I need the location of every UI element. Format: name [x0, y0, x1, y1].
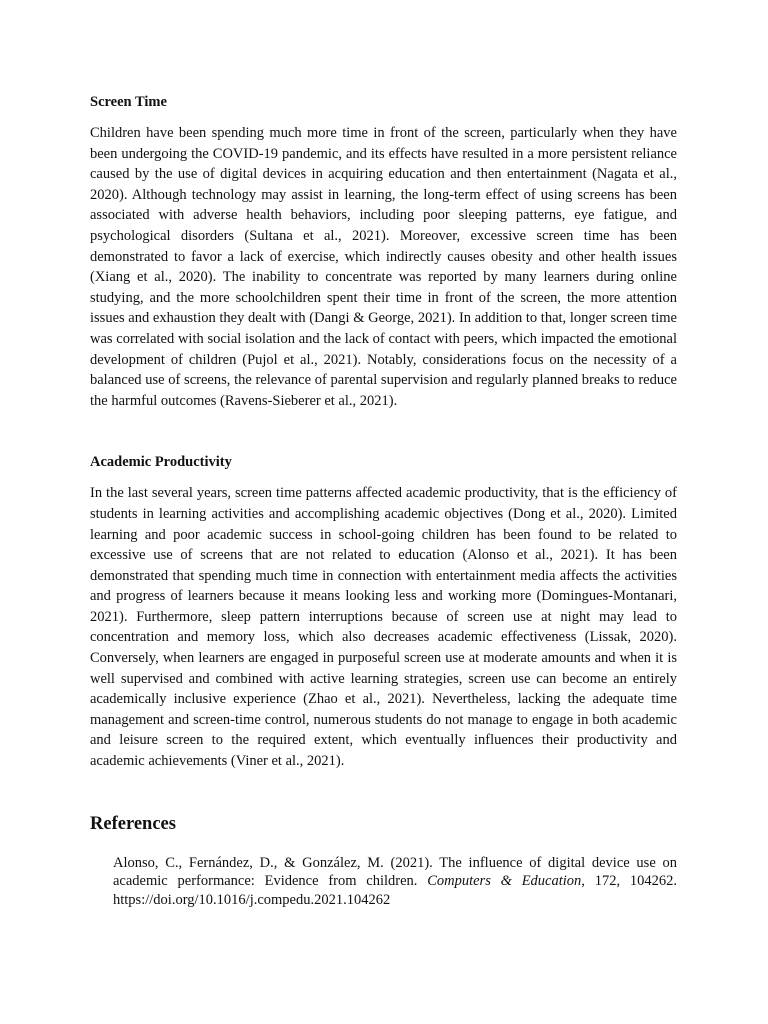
document-page: [90, 93, 677, 909]
section-body-academic-productivity: In the last several years, screen time patterns affected academic productivity, that is the efficiency of students in learning activities and accomplishing academic objectives (Dong et al., 2020). Limited learning and poor academic success in school-going children has been found to be related to excessive use of screens that are not related to education (Alonso et al., 2021). It has been demonstrated that spending much time in connection with entertainment media affects the activities and progress of learners because it means looking less and working more (Domingues-Montanari, 2021). Furthermore, sleep pattern interruptions because of screen use at night may lead to concentration and memory loss, which also decreases academic effectiveness (Lissak, 2020). Conversely, when learners are engaged in purposeful screen use at moderate amounts and when it is well supervised and combined with active learning strategies, screen use can become an entirely academically inclusive experience (Zhao et al., 2021). Nevertheless, lacking the adequate time management and screen-time control, numerous students do not manage to engage in both academic and leisure screen to the required extent, which eventually influences their productivity and academic achievements (Viner et al., 2021).: [90, 485, 677, 770]
reference-entry: [113, 854, 677, 910]
references-title: References: [90, 813, 176, 834]
reference-entry-lead: Alonso, C., Fernández, D., & González, M. (2021). The influence of digital device use on academic performance: Evidence from children.: [113, 854, 677, 890]
reference-entry-tail: , 172, 104262. https://doi.org/10.1016/j.compedu.2021.104262: [113, 873, 677, 908]
section-heading-screen-time: Screen Time: [90, 94, 167, 110]
section-body-screen-time: Children have been spending much more time in front of the screen, particularly when they have been undergoing the COVID-19 pandemic, and its effects have resulted in a more persistent reliance caused by the use of digital devices in acquiring education and then entertainment (Nagata et al., 2020). Although technology may assist in learning, the long-term effect of using screens has been associated with adverse health behaviors, including poor sleeping patterns, eye fatigue, and psychological disorders (Sultana et al., 2021). Moreover, excessive screen time has been demonstrated to favor a lack of exercise, which indirectly causes obesity and other health issues (Xiang et al., 2020). The inability to concentrate was reported by many learners during online studying, and the more schoolchildren spent their time in front of the screen, the more attention issues and exhaustion they dealt with (Dangi & George, 2021). In addition to that, longer screen time was correlated with social isolation and the lack of contact with peers, which impacted the emotional development of children (Pujol et al., 2021). Notably, considerations focus on the necessity of a balanced use of screens, the relevance of parental supervision and regularly planned breaks to reduce the harmful outcomes (Ravens-Sieberer et al., 2021).: [90, 125, 677, 409]
section-heading-academic-productivity: Academic Productivity: [90, 454, 232, 471]
reference-journal: Computers & Education: [427, 873, 582, 890]
